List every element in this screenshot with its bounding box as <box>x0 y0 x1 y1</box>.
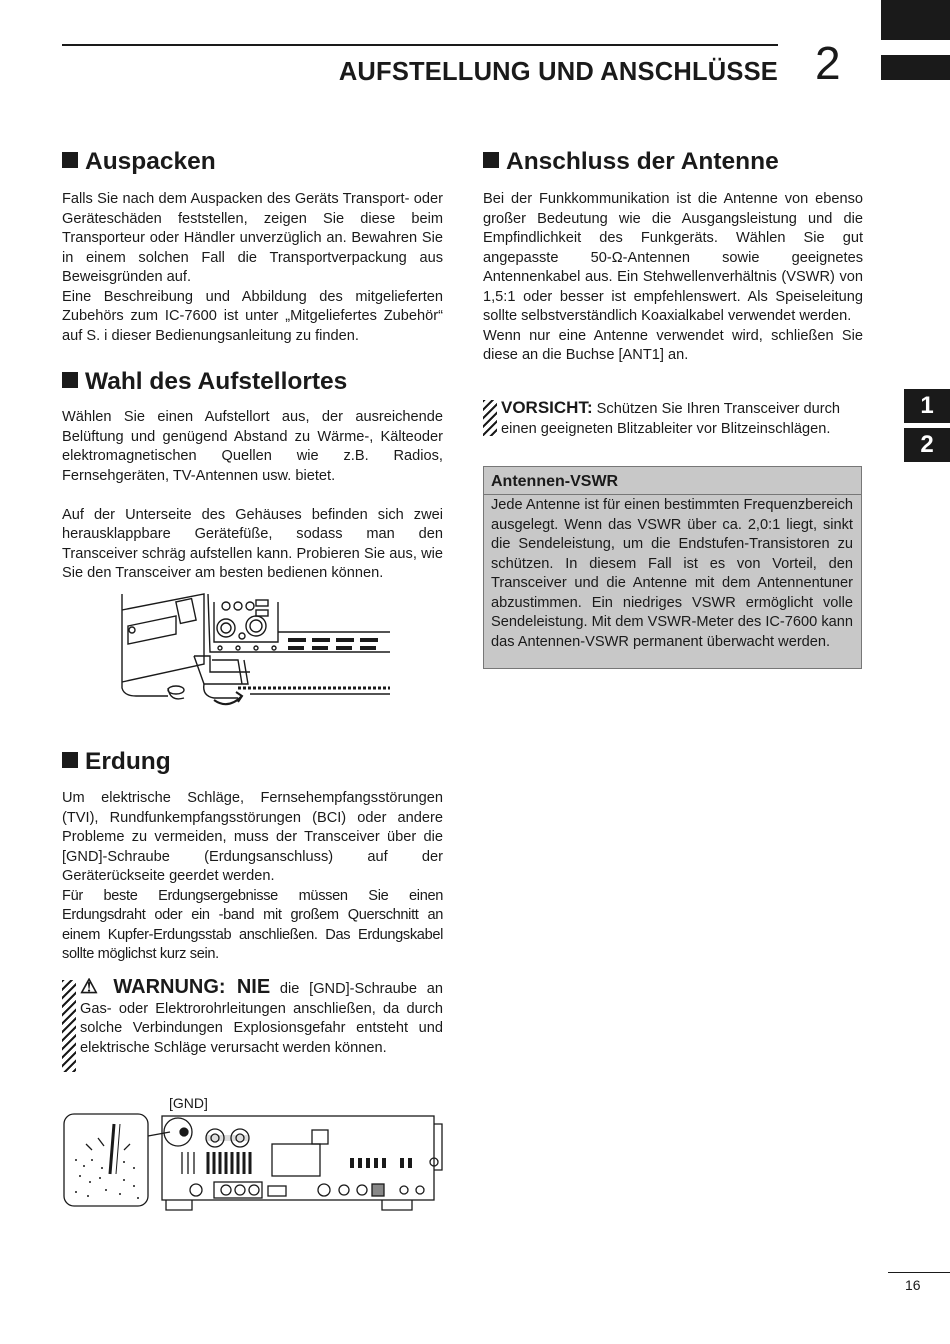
section-body-erdung <box>62 789 443 965</box>
caution-text: Schützen Sie Ihren Transceiver durch einen geeigneten Blitzableiter vor Blitzeinschlägen. <box>501 401 841 437</box>
vswr-box-divider <box>484 494 861 495</box>
section-body-aufstellort <box>62 408 443 584</box>
warning-hatch-bar <box>62 980 76 1072</box>
paragraph: Wenn nur eine Antenne verwendet wird, schließen Sie diese an die Buchse [ANT1] an. <box>483 327 863 363</box>
section-title-aufstellort: Wahl des Aufstellortes <box>62 370 347 395</box>
side-tab-1[interactable]: 1 <box>904 389 950 423</box>
section-body-auspacken <box>62 190 443 346</box>
square-bullet-icon <box>62 372 78 388</box>
paragraph: Auf der Unterseite des Gehäuses befinden sich zwei herausklappbare Gerätefüße, sodass man den Transceiver schräg aufstellen kann. Probieren Sie aus, wie Sie den Transceiver am besten bedienen können. <box>62 506 443 581</box>
paragraph: Für beste Erdungsergebnisse müssen Sie einen Erdungsdraht oder ein -band mit großem Querschnitt an einem Kupfer-Erdungsstab anschließen. Das Erdungskabel sollte möglichst kurz sein. <box>62 887 443 962</box>
transceiver-stand-illustration <box>118 592 390 710</box>
footer-rule <box>888 1272 950 1273</box>
caution-hatch-bar <box>483 400 497 436</box>
gnd-label: [GND] <box>169 1095 208 1111</box>
paragraph: Eine Beschreibung und Abbildung des mitgelieferten Zubehörs zum IC-7600 ist unter „Mitgeliefertes Zubehör“ auf S. i dieser Bedienungsanleitung zu finden. <box>62 288 443 344</box>
caution-label: VORSICHT: <box>501 398 593 417</box>
caution-note <box>501 398 863 439</box>
vswr-box-title: Antennen-VSWR <box>491 473 619 490</box>
page-number: 16 <box>905 1277 921 1293</box>
paragraph: Bei der Funkkommunikation ist die Antenne von ebenso großer Bedeutung wie die Ausgangsleistung und die Empfindlichkeit des Funkgeräts. Wählen Sie gut angepasste 50-Ω-Antennen sowie geeignetes Antennenkabel aus. Ein Stehwellenverhältnis (VSWR) von 1,5:1 oder besser ist empfehlenswert. Als Speiseleitung sollte selbstverständlich Koaxialkabel verwendet werden. <box>483 191 863 324</box>
vswr-box-text: Jede Antenne ist für einen bestimmten Frequenzbereich ausgelegt. Wenn das VSWR über ca. 2,0:1 liegt, sinkt die Sendeleistung, um die Endstufen-Transistoren zu schützen. In diesem Fall ist es von Vorteil, den Transceiver und die Antenne mit dem Antennentuner abzustimmen. Ein niedriges VSWR ermöglicht volle Sendeleistung. Mit dem VSWR-Meter des IC-7600 kann das Antennen-VSWR permanent überwacht werden. <box>491 497 853 650</box>
rear-panel-ground-illustration <box>62 1110 446 1218</box>
chapter-title: AUFSTELLUNG UND ANSCHLÜSSE <box>338 58 778 86</box>
square-bullet-icon <box>62 752 78 768</box>
paragraph: Falls Sie nach dem Auspacken des Geräts Transport- oder Geräteschäden feststellen, zeigen Sie diese beim Transporteur oder Händler unverzüglich an. Bewahren Sie in einem solchen Fall die Transportverpackung aus Beweisgründen auf. <box>62 191 443 285</box>
square-bullet-icon <box>62 152 78 168</box>
section-title-erdung: Erdung <box>62 750 171 775</box>
square-bullet-icon <box>483 152 499 168</box>
section-body-antenne <box>483 190 863 366</box>
warning-text: die [GND]-Schraube an Gas- oder Elektrorohrleitungen anschließen, da durch solche Verbindungen Explosionsgefahr entsteht und elektrische Schläge verursacht werden können. <box>80 981 443 1056</box>
paragraph: Wählen Sie einen Aufstellort aus, der ausreichende Belüftung und genügend Abstand zu Wärme-, Kälteoder elektromagnetischen Quellen wie z.B. Radios, Fernsehgeräten, TV-Antennen usw. bietet. <box>62 409 443 484</box>
section-title-auspacken: Auspacken <box>62 150 216 175</box>
section-title-antenne: Anschluss der Antenne <box>483 150 779 175</box>
warning-note <box>80 978 443 1058</box>
side-tab-2[interactable]: 2 <box>904 428 950 462</box>
chapter-tab-block <box>881 55 950 80</box>
paragraph: Um elektrische Schläge, Fernsehempfangsstörungen (TVI), Rundfunkempfangsstörungen (BCI) oder andere Probleme zu vermeiden, muss der Transceiver über die [GND]-Schraube (Erdungsanschluss) auf der Geräterückseite geerdet werden. <box>62 790 443 884</box>
warning-triangle-icon: ⚠ <box>80 976 104 998</box>
chapter-number: 2 <box>815 37 841 89</box>
chapter-tab-block-top <box>881 0 950 40</box>
warning-label: WARNUNG: NIE <box>113 976 271 998</box>
header-rule <box>62 44 778 46</box>
vswr-info-box <box>483 466 862 669</box>
